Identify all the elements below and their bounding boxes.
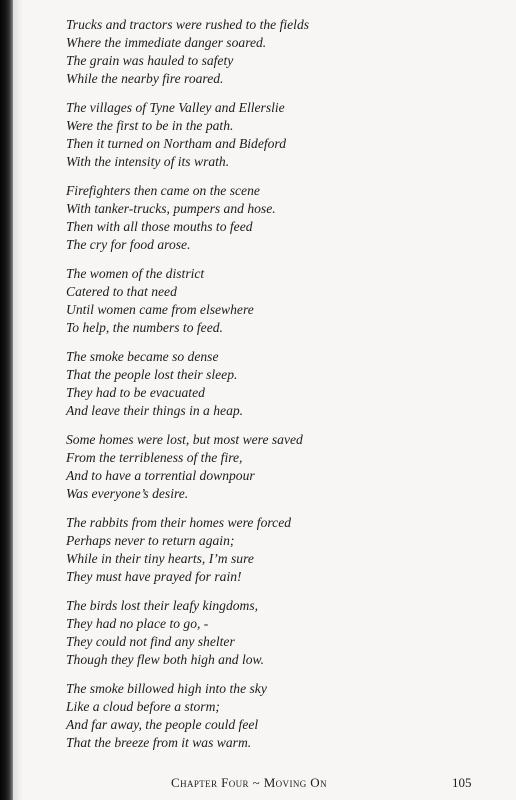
poem-line: To help, the numbers to feed. — [66, 320, 223, 335]
stanza — [66, 514, 486, 586]
poem-line: They must have prayed for rain! — [66, 569, 242, 584]
poem-line: Catered to that need — [66, 284, 177, 299]
poem-line: While the nearby fire roared. — [66, 71, 224, 86]
poem-line: Until women came from elsewhere — [66, 302, 254, 317]
poem-line: And to have a torrential downpour — [66, 468, 255, 483]
poem-line: The villages of Tyne Valley and Ellerslie — [66, 100, 285, 115]
running-head: Chapter Four ~ Moving On — [171, 775, 327, 790]
poem-line: That the people lost their sleep. — [66, 367, 238, 382]
poem-line: Firefighters then came on the scene — [66, 183, 260, 198]
poem-line: The birds lost their leafy kingdoms, — [66, 598, 259, 613]
poem-line: Some homes were lost, but most were saved — [66, 432, 303, 447]
poem-line: Though they flew both high and low. — [66, 652, 264, 667]
stanza — [66, 597, 486, 669]
book-spine-shadow — [0, 0, 13, 800]
poem-line: Perhaps never to return again; — [66, 533, 235, 548]
poem-line: Then it turned on Northam and Bideford — [66, 136, 287, 151]
poem-line: From the terribleness of the fire, — [66, 450, 243, 465]
page-number: 105 — [452, 775, 472, 790]
poem-line: They could not find any shelter — [66, 634, 235, 649]
poem-line: The smoke billowed high into the sky — [66, 681, 267, 696]
poem-line: They had no place to go, - — [66, 616, 209, 631]
poem-line: Trucks and tractors were rushed to the fields — [66, 17, 310, 32]
stanza — [66, 265, 486, 337]
poem-line: The women of the district — [66, 266, 205, 281]
gutter-shade — [13, 0, 23, 800]
poem-line: The rabbits from their homes were forced — [66, 515, 292, 530]
page-footer — [0, 775, 516, 795]
poem-line: The cry for food arose. — [66, 237, 191, 252]
poem-body — [66, 16, 486, 763]
stanza — [66, 680, 486, 752]
poem-line: Were the first to be in the path. — [66, 118, 234, 133]
poem-line: That the breeze from it was warm. — [66, 735, 252, 750]
stanza — [66, 182, 486, 254]
stanza — [66, 99, 486, 171]
poem-line: With the intensity of its wrath. — [66, 154, 230, 169]
poem-line: The smoke became so dense — [66, 349, 219, 364]
poem-line: While in their tiny hearts, I’m sure — [66, 551, 254, 566]
poem-line: With tanker-trucks, pumpers and hose. — [66, 201, 276, 216]
poem-line: Was everyone’s desire. — [66, 486, 189, 501]
stanza — [66, 16, 486, 88]
poem-line: They had to be evacuated — [66, 385, 205, 400]
stanza — [66, 348, 486, 420]
poem-line: The grain was hauled to safety — [66, 53, 234, 68]
poem-line: Then with all those mouths to feed — [66, 219, 253, 234]
stanza — [66, 431, 486, 503]
poem-line: Like a cloud before a storm; — [66, 699, 220, 714]
poem-line: Where the immediate danger soared. — [66, 35, 267, 50]
poem-line: And leave their things in a heap. — [66, 403, 244, 418]
poem-line: And far away, the people could feel — [66, 717, 259, 732]
